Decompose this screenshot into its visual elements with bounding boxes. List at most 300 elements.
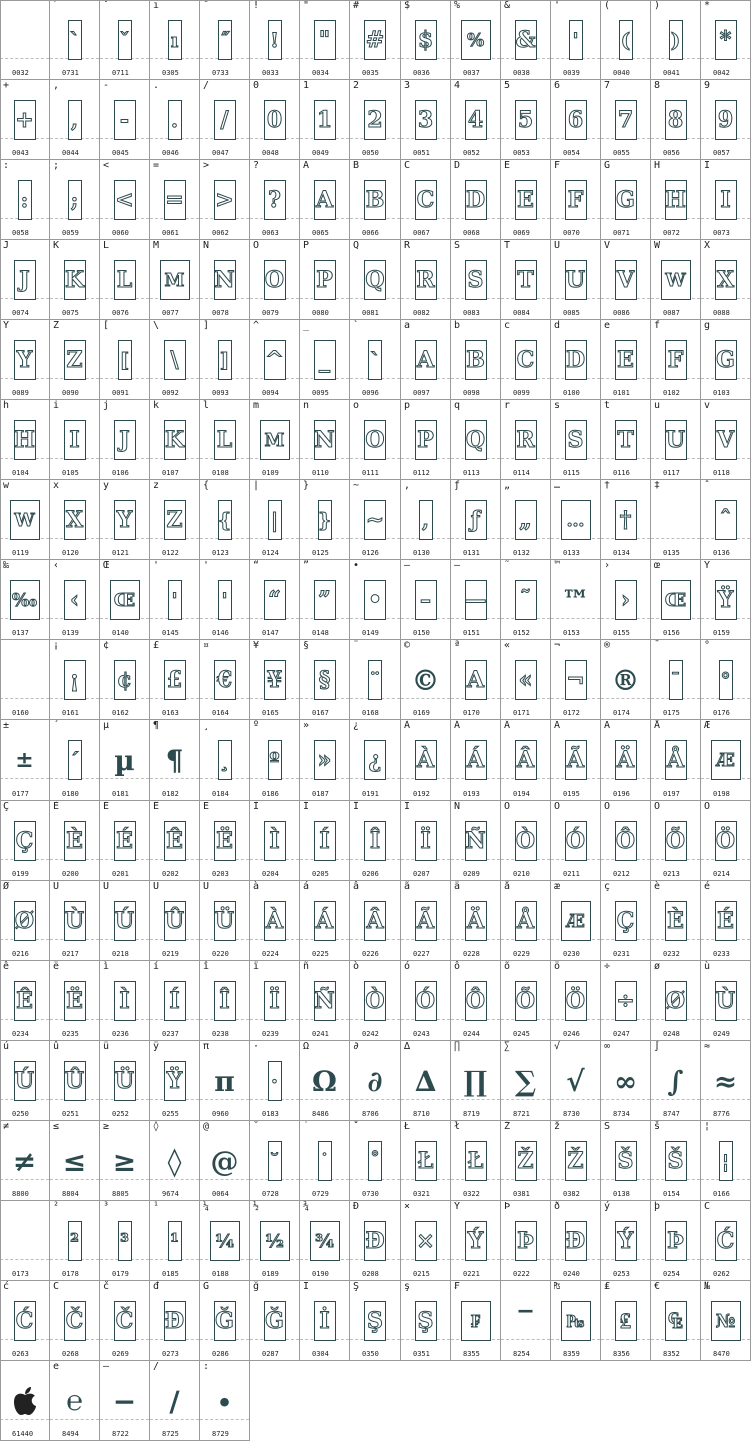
glyph-cell[interactable] xyxy=(250,160,300,240)
glyph-cell[interactable] xyxy=(401,240,451,320)
glyph-cell[interactable] xyxy=(701,961,751,1041)
glyph-cell[interactable] xyxy=(501,160,551,240)
glyph-cell[interactable] xyxy=(401,1041,451,1121)
glyph-cell[interactable] xyxy=(0,1041,50,1121)
glyph-cell[interactable] xyxy=(50,1121,100,1201)
glyph-preview xyxy=(50,1295,99,1347)
glyph-cell[interactable] xyxy=(150,881,200,961)
glyph-cell[interactable] xyxy=(651,961,701,1041)
glyph-cell[interactable] xyxy=(100,240,150,320)
glyph-cell[interactable] xyxy=(0,720,50,801)
glyph-cell[interactable] xyxy=(551,400,601,480)
glyph-cell[interactable] xyxy=(350,801,401,881)
glyph-cell[interactable] xyxy=(300,320,350,400)
glyph-cell[interactable] xyxy=(401,1281,451,1361)
glyph-cell[interactable] xyxy=(300,400,350,480)
glyph-cell[interactable] xyxy=(0,320,50,400)
glyph-cell[interactable] xyxy=(200,640,250,720)
glyph-outline-char: & xyxy=(515,27,536,53)
glyph-preview xyxy=(501,174,550,226)
glyph-cell[interactable] xyxy=(200,1361,250,1441)
glyph-code-label: 0092 xyxy=(162,389,179,397)
glyph-cell[interactable] xyxy=(501,1121,551,1201)
glyph-cell[interactable] xyxy=(651,320,701,400)
glyph-cell[interactable] xyxy=(701,160,751,240)
glyph-cell[interactable] xyxy=(50,480,100,560)
glyph-cell[interactable] xyxy=(100,1041,150,1121)
glyph-cell[interactable] xyxy=(350,1041,401,1121)
glyph-cell[interactable] xyxy=(551,1121,601,1201)
glyph-cell[interactable] xyxy=(701,720,751,801)
glyph-cell[interactable] xyxy=(0,1121,50,1201)
glyph-cell[interactable] xyxy=(551,961,601,1041)
glyph-char-label: ≥ xyxy=(103,1121,110,1132)
glyph-cell[interactable] xyxy=(701,801,751,881)
glyph-cell[interactable] xyxy=(651,881,701,961)
glyph-cell[interactable] xyxy=(601,80,651,160)
glyph-cell[interactable] xyxy=(701,640,751,720)
glyph-stencil-box xyxy=(415,981,437,1021)
glyph-cell[interactable] xyxy=(50,1041,100,1121)
glyph-cell[interactable] xyxy=(200,720,250,801)
glyph-cell[interactable] xyxy=(651,1201,701,1281)
glyph-char-label: L xyxy=(103,240,110,251)
glyph-cell[interactable] xyxy=(250,720,300,801)
glyph-cell[interactable] xyxy=(250,240,300,320)
glyph-cell[interactable] xyxy=(350,1201,401,1281)
glyph-outline-char: ˝ xyxy=(219,28,230,52)
glyph-cell[interactable] xyxy=(701,560,751,640)
glyph-cell[interactable] xyxy=(551,0,601,80)
glyph-cell[interactable] xyxy=(601,160,651,240)
glyph-cell[interactable] xyxy=(150,240,200,320)
glyph-cell[interactable] xyxy=(100,160,150,240)
glyph-cell[interactable] xyxy=(0,0,50,80)
glyph-preview xyxy=(551,1055,600,1107)
glyph-code-label: 0224 xyxy=(262,950,279,958)
glyph-cell[interactable] xyxy=(300,1201,350,1281)
glyph-cell[interactable] xyxy=(350,720,401,801)
glyph-stencil-box xyxy=(715,260,737,300)
glyph-cell[interactable] xyxy=(250,640,300,720)
glyph-cell[interactable] xyxy=(401,1121,451,1201)
glyph-cell[interactable] xyxy=(150,480,200,560)
glyph-cell[interactable] xyxy=(451,320,501,400)
glyph-cell[interactable] xyxy=(601,961,651,1041)
glyph-cell[interactable] xyxy=(501,240,551,320)
glyph-cell[interactable] xyxy=(250,801,300,881)
glyph-cell[interactable] xyxy=(0,1281,50,1361)
glyph-cell[interactable] xyxy=(200,400,250,480)
glyph-cell[interactable] xyxy=(200,961,250,1041)
glyph-cell[interactable] xyxy=(100,400,150,480)
glyph-cell[interactable] xyxy=(100,1361,150,1441)
glyph-cell[interactable] xyxy=(0,801,50,881)
glyph-cell[interactable] xyxy=(50,881,100,961)
glyph-cell[interactable] xyxy=(0,640,50,720)
glyph-cell[interactable] xyxy=(701,480,751,560)
glyph-cell[interactable] xyxy=(300,640,350,720)
glyph-cell[interactable] xyxy=(150,560,200,640)
glyph-cell[interactable] xyxy=(501,640,551,720)
glyph-cell[interactable] xyxy=(250,1281,300,1361)
glyph-cell[interactable] xyxy=(451,0,501,80)
glyph-cell[interactable] xyxy=(200,1201,250,1281)
glyph-char-label: Ç xyxy=(3,801,10,812)
glyph-cell[interactable] xyxy=(601,320,651,400)
glyph-code-label: 8776 xyxy=(713,1110,730,1118)
glyph-cell[interactable] xyxy=(350,881,401,961)
glyph-cell[interactable] xyxy=(100,961,150,1041)
glyph-cell[interactable] xyxy=(651,720,701,801)
glyph-cell[interactable] xyxy=(401,320,451,400)
glyph-cell[interactable] xyxy=(50,1201,100,1281)
glyph-cell[interactable] xyxy=(0,1361,50,1441)
glyph-cell[interactable] xyxy=(701,240,751,320)
glyph-cell[interactable] xyxy=(100,881,150,961)
glyph-cell[interactable] xyxy=(200,1041,250,1121)
glyph-cell[interactable] xyxy=(451,400,501,480)
glyph-cell[interactable] xyxy=(0,480,50,560)
glyph-cell[interactable] xyxy=(300,0,350,80)
glyph-cell[interactable] xyxy=(100,560,150,640)
glyph-cell[interactable] xyxy=(150,160,200,240)
glyph-code-label: 0728 xyxy=(262,1190,279,1198)
glyph-cell[interactable] xyxy=(501,320,551,400)
glyph-cell[interactable] xyxy=(150,1201,200,1281)
glyph-cell[interactable] xyxy=(451,240,501,320)
glyph-cell[interactable] xyxy=(50,1281,100,1361)
glyph-cell[interactable] xyxy=(300,240,350,320)
glyph-cell[interactable] xyxy=(350,0,401,80)
glyph-cell[interactable] xyxy=(451,1201,501,1281)
glyph-cell[interactable] xyxy=(50,160,100,240)
glyph-cell[interactable] xyxy=(501,961,551,1041)
glyph-cell[interactable] xyxy=(50,801,100,881)
glyph-cell[interactable] xyxy=(150,801,200,881)
glyph-cell[interactable] xyxy=(451,1121,501,1201)
glyph-cell[interactable] xyxy=(401,0,451,80)
glyph-cell[interactable] xyxy=(200,0,250,80)
glyph-cell[interactable] xyxy=(501,1281,551,1361)
glyph-cell[interactable] xyxy=(601,1041,651,1121)
glyph-cell[interactable] xyxy=(451,881,501,961)
glyph-cell[interactable] xyxy=(701,1281,751,1361)
glyph-cell[interactable] xyxy=(551,560,601,640)
glyph-cell[interactable] xyxy=(300,720,350,801)
glyph-cell[interactable] xyxy=(150,1041,200,1121)
glyph-cell[interactable] xyxy=(401,801,451,881)
glyph-cell[interactable] xyxy=(601,240,651,320)
glyph-cell[interactable] xyxy=(300,560,350,640)
glyph-cell[interactable] xyxy=(401,1201,451,1281)
glyph-cell[interactable] xyxy=(50,320,100,400)
glyph-cell[interactable] xyxy=(300,1281,350,1361)
glyph-cell[interactable] xyxy=(601,0,651,80)
glyph-cell[interactable] xyxy=(250,480,300,560)
glyph-cell[interactable] xyxy=(551,80,601,160)
glyph-cell[interactable] xyxy=(651,240,701,320)
glyph-cell[interactable] xyxy=(501,80,551,160)
glyph-cell[interactable] xyxy=(150,400,200,480)
glyph-preview xyxy=(401,254,450,306)
glyph-cell[interactable] xyxy=(701,1121,751,1201)
glyph-cell[interactable] xyxy=(651,801,701,881)
glyph-stencil-box xyxy=(314,20,336,60)
glyph-cell[interactable] xyxy=(551,720,601,801)
glyph-outline-char: ' xyxy=(221,588,228,612)
glyph-cell[interactable] xyxy=(200,320,250,400)
glyph-cell[interactable] xyxy=(451,480,501,560)
glyph-cell[interactable] xyxy=(350,320,401,400)
glyph-cell[interactable] xyxy=(50,560,100,640)
glyph-cell[interactable] xyxy=(50,961,100,1041)
glyph-cell[interactable] xyxy=(200,560,250,640)
glyph-cell[interactable] xyxy=(150,0,200,80)
glyph-cell[interactable] xyxy=(551,320,601,400)
glyph-cell[interactable] xyxy=(0,881,50,961)
glyph-cell[interactable] xyxy=(701,1201,751,1281)
glyph-cell[interactable] xyxy=(200,480,250,560)
glyph-cell[interactable] xyxy=(651,1041,701,1121)
glyph-cell[interactable] xyxy=(601,560,651,640)
glyph-cell[interactable] xyxy=(601,1201,651,1281)
glyph-outline-char: Þ xyxy=(517,1228,534,1254)
glyph-cell[interactable] xyxy=(701,0,751,80)
glyph-cell[interactable] xyxy=(250,881,300,961)
glyph-char-label: c xyxy=(504,320,511,331)
glyph-cell[interactable] xyxy=(601,720,651,801)
glyph-cell[interactable] xyxy=(350,160,401,240)
glyph-cell[interactable] xyxy=(701,80,751,160)
glyph-char-label: % xyxy=(454,0,461,11)
glyph-preview xyxy=(551,654,600,706)
glyph-cell[interactable] xyxy=(150,1281,200,1361)
glyph-cell[interactable] xyxy=(651,160,701,240)
glyph-cell[interactable] xyxy=(100,1121,150,1201)
glyph-char-label: = xyxy=(153,160,160,171)
glyph-cell[interactable] xyxy=(100,1201,150,1281)
glyph-cell[interactable] xyxy=(451,640,501,720)
glyph-cell[interactable] xyxy=(150,320,200,400)
glyph-cell[interactable] xyxy=(501,560,551,640)
glyph-cell[interactable] xyxy=(50,1361,100,1441)
glyph-cell[interactable] xyxy=(551,480,601,560)
glyph-stencil-box xyxy=(615,1141,637,1181)
glyph-cell[interactable] xyxy=(0,80,50,160)
glyph-cell[interactable] xyxy=(651,0,701,80)
glyph-cell[interactable] xyxy=(551,1201,601,1281)
glyph-cell[interactable] xyxy=(501,0,551,80)
glyph-cell[interactable] xyxy=(0,560,50,640)
glyph-preview xyxy=(501,14,550,66)
glyph-cell[interactable] xyxy=(501,801,551,881)
glyph-cell[interactable] xyxy=(601,640,651,720)
glyph-cell[interactable] xyxy=(451,801,501,881)
glyph-cell[interactable] xyxy=(601,1121,651,1201)
glyph-cell[interactable] xyxy=(651,80,701,160)
glyph-cell[interactable] xyxy=(601,480,651,560)
glyph-cell[interactable] xyxy=(0,961,50,1041)
glyph-cell[interactable] xyxy=(601,801,651,881)
glyph-cell[interactable] xyxy=(401,400,451,480)
glyph-cell[interactable] xyxy=(50,0,100,80)
glyph-cell[interactable] xyxy=(401,640,451,720)
glyph-cell[interactable] xyxy=(50,240,100,320)
glyph-stencil-box xyxy=(715,1221,737,1261)
glyph-cell[interactable] xyxy=(250,560,300,640)
glyph-cell[interactable] xyxy=(701,1041,751,1121)
glyph-cell[interactable] xyxy=(150,640,200,720)
glyph-cell[interactable] xyxy=(300,160,350,240)
glyph-preview xyxy=(50,254,99,306)
glyph-preview xyxy=(551,414,600,466)
glyph-code-label: 0049 xyxy=(312,149,329,157)
glyph-cell[interactable] xyxy=(200,801,250,881)
glyph-cell[interactable] xyxy=(451,1281,501,1361)
glyph-cell[interactable] xyxy=(50,400,100,480)
glyph-cell[interactable] xyxy=(551,640,601,720)
glyph-cell[interactable] xyxy=(150,720,200,801)
glyph-char-label: Õ xyxy=(654,801,661,812)
glyph-cell[interactable] xyxy=(451,80,501,160)
glyph-cell[interactable] xyxy=(401,881,451,961)
glyph-preview xyxy=(651,1215,700,1267)
glyph-cell[interactable] xyxy=(200,240,250,320)
glyph-cell[interactable] xyxy=(300,801,350,881)
glyph-cell[interactable] xyxy=(200,80,250,160)
glyph-cell[interactable] xyxy=(100,320,150,400)
glyph-cell[interactable] xyxy=(451,160,501,240)
glyph-cell[interactable] xyxy=(451,961,501,1041)
glyph-cell[interactable] xyxy=(100,801,150,881)
glyph-cell[interactable] xyxy=(100,720,150,801)
glyph-cell[interactable] xyxy=(701,320,751,400)
glyph-cell[interactable] xyxy=(350,1121,401,1201)
glyph-cell[interactable] xyxy=(350,961,401,1041)
glyph-cell[interactable] xyxy=(451,720,501,801)
glyph-cell[interactable] xyxy=(250,1121,300,1201)
glyph-cell[interactable] xyxy=(551,1281,601,1361)
glyph-cell[interactable] xyxy=(300,1041,350,1121)
glyph-cell[interactable] xyxy=(50,720,100,801)
glyph-cell[interactable] xyxy=(551,240,601,320)
glyph-stencil-box xyxy=(715,500,737,540)
glyph-code-label: 0038 xyxy=(513,69,530,77)
glyph-cell[interactable] xyxy=(350,480,401,560)
glyph-cell[interactable] xyxy=(200,1121,250,1201)
glyph-cell[interactable] xyxy=(551,1041,601,1121)
glyph-cell[interactable] xyxy=(300,961,350,1041)
glyph-cell[interactable] xyxy=(100,480,150,560)
glyph-cell[interactable] xyxy=(651,640,701,720)
glyph-cell[interactable] xyxy=(350,240,401,320)
glyph-cell[interactable] xyxy=(100,1281,150,1361)
glyph-cell[interactable] xyxy=(300,881,350,961)
glyph-cell[interactable] xyxy=(250,0,300,80)
glyph-cell[interactable] xyxy=(250,320,300,400)
glyph-code-label: 0197 xyxy=(663,790,680,798)
glyph-cell[interactable] xyxy=(150,80,200,160)
glyph-cell[interactable] xyxy=(551,160,601,240)
glyph-cell[interactable] xyxy=(451,1041,501,1121)
glyph-cell[interactable] xyxy=(250,80,300,160)
glyph-cell[interactable] xyxy=(401,961,451,1041)
glyph-cell[interactable] xyxy=(350,80,401,160)
glyph-cell[interactable] xyxy=(501,881,551,961)
glyph-cell[interactable] xyxy=(100,640,150,720)
glyph-cell[interactable] xyxy=(350,560,401,640)
glyph-cell[interactable] xyxy=(501,400,551,480)
glyph-cell[interactable] xyxy=(350,400,401,480)
glyph-cell[interactable] xyxy=(350,640,401,720)
glyph-cell[interactable] xyxy=(50,80,100,160)
glyph-cell[interactable] xyxy=(0,160,50,240)
glyph-cell[interactable] xyxy=(0,240,50,320)
glyph-cell[interactable] xyxy=(501,1201,551,1281)
glyph-cell[interactable] xyxy=(601,1281,651,1361)
glyph-cell[interactable] xyxy=(0,400,50,480)
glyph-cell[interactable] xyxy=(601,881,651,961)
glyph-cell[interactable] xyxy=(401,480,451,560)
glyph-cell[interactable] xyxy=(401,80,451,160)
glyph-cell[interactable] xyxy=(601,400,651,480)
glyph-cell[interactable] xyxy=(150,961,200,1041)
glyph-cell[interactable] xyxy=(651,1121,701,1201)
glyph-code-label: 8721 xyxy=(513,1110,530,1118)
glyph-cell[interactable] xyxy=(100,80,150,160)
glyph-cell[interactable] xyxy=(651,1281,701,1361)
glyph-cell[interactable] xyxy=(501,720,551,801)
glyph-cell[interactable] xyxy=(701,881,751,961)
glyph-cell[interactable] xyxy=(250,1201,300,1281)
glyph-cell[interactable] xyxy=(401,720,451,801)
glyph-cell[interactable] xyxy=(501,480,551,560)
glyph-cell[interactable] xyxy=(401,160,451,240)
glyph-cell[interactable] xyxy=(150,1121,200,1201)
glyph-cell[interactable] xyxy=(250,1041,300,1121)
glyph-cell[interactable] xyxy=(300,1121,350,1201)
glyph-cell[interactable] xyxy=(300,80,350,160)
glyph-cell[interactable] xyxy=(350,1281,401,1361)
glyph-cell[interactable] xyxy=(250,400,300,480)
glyph-cell[interactable] xyxy=(300,480,350,560)
glyph-cell[interactable] xyxy=(451,560,501,640)
glyph-cell[interactable] xyxy=(200,1281,250,1361)
glyph-stencil-box xyxy=(314,420,336,460)
glyph-cell[interactable] xyxy=(551,801,601,881)
glyph-cell[interactable] xyxy=(0,1201,50,1281)
glyph-cell[interactable] xyxy=(701,400,751,480)
glyph-outline-char: | xyxy=(270,508,279,532)
glyph-cell[interactable] xyxy=(50,640,100,720)
glyph-cell[interactable] xyxy=(651,400,701,480)
glyph-cell[interactable] xyxy=(651,480,701,560)
glyph-solid-char: ∂ xyxy=(367,1064,383,1098)
glyph-cell[interactable] xyxy=(200,160,250,240)
glyph-preview xyxy=(501,815,550,867)
glyph-cell[interactable] xyxy=(150,1361,200,1441)
glyph-code-label: 0068 xyxy=(463,229,480,237)
glyph-cell[interactable] xyxy=(100,0,150,80)
glyph-cell[interactable] xyxy=(551,881,601,961)
glyph-cell[interactable] xyxy=(501,1041,551,1121)
glyph-char-label: A xyxy=(303,160,310,171)
glyph-cell[interactable] xyxy=(401,560,451,640)
glyph-cell[interactable] xyxy=(200,881,250,961)
glyph-cell[interactable] xyxy=(250,961,300,1041)
glyph-cell[interactable] xyxy=(651,560,701,640)
